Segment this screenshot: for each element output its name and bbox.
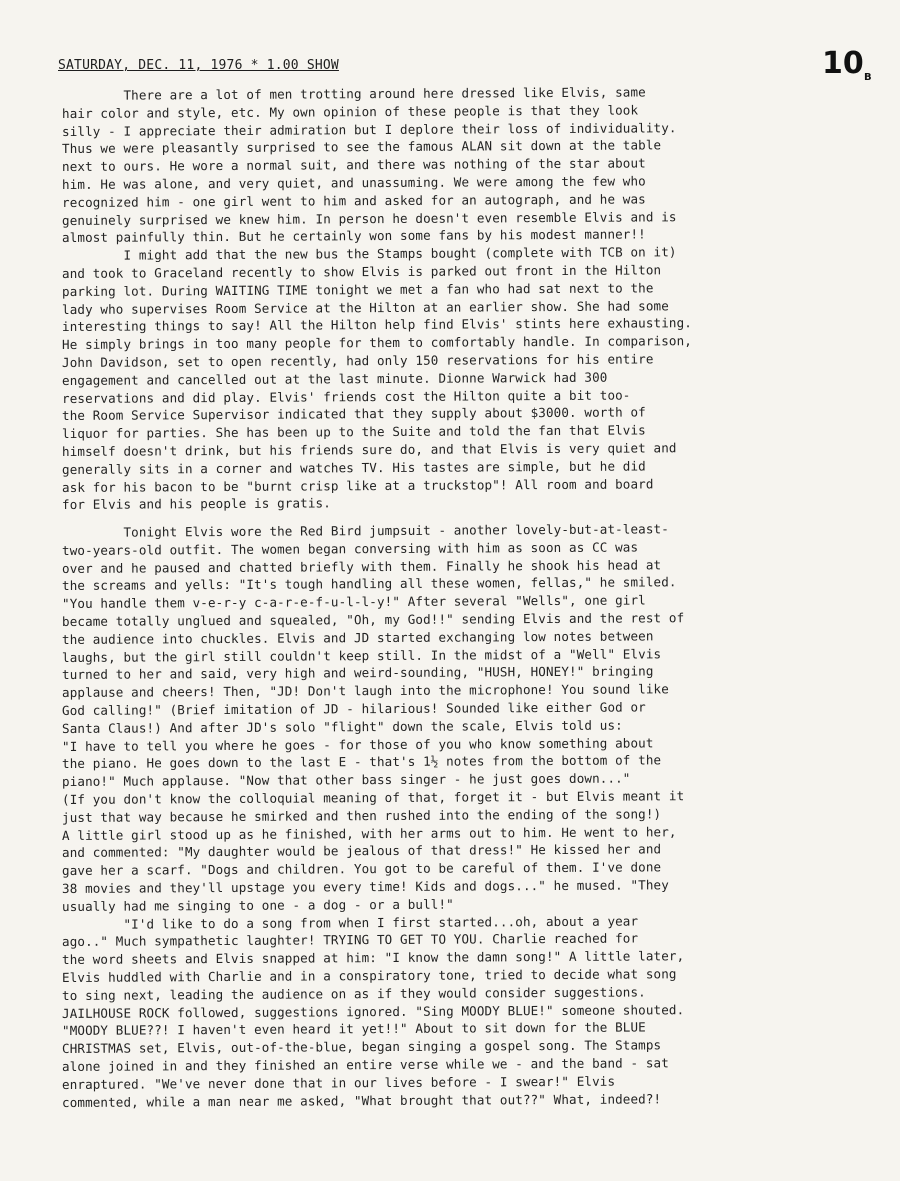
text-line: lady who supervises Room Service at the Hilton at an earlier show. She had some xyxy=(61,297,669,317)
text-line: the screams and yells: "It's tough handling all these women, fellas," he smiled. xyxy=(61,574,677,594)
text-line: the audience into chuckles. Elvis and JD started exchanging low notes between xyxy=(61,628,654,647)
text-line: almost painfully thin. But he certainly won some fans by his modest manner!! xyxy=(61,226,646,246)
text-line: applause and cheers! Then, "JD! Don't laugh into the microphone! You sound like xyxy=(61,681,669,701)
text-line: laughs, but the girl still couldn't keep still. In the midst of a "Well" Elvis xyxy=(61,645,662,665)
text-line: usually had me singing to one - a dog - or a bull!" xyxy=(61,896,454,914)
text-line: generally sits in a corner and watches TV. His tastes are simple, but he did xyxy=(61,458,646,477)
text-line: Thus we were pleasantly surprised to see the famous ALAN sit down at the table xyxy=(61,137,662,157)
text-line: (If you don't know the colloquial meaning of that, forget it - but Elvis meant it xyxy=(61,788,685,807)
text-line: A little girl stood up as he finished, with her arms out to him. He went to her, xyxy=(61,823,677,843)
text-line: "I'd like to do a song from when I first started...oh, about a year xyxy=(61,913,639,932)
text-line: the piano. He goes down to the last E - that's 1½ notes from the bottom of the xyxy=(61,752,662,772)
text-line: I might add that the new bus the Stamps bought (complete with TCB on it) xyxy=(61,244,677,264)
text-line: next to ours. He wore a normal suit, and there was nothing of the star about xyxy=(61,155,646,175)
text-line: over and he paused and chatted briefly with them. Finally he shook his head at xyxy=(61,556,662,576)
date-header: SATURDAY, DEC. 11, 1976 * 1.00 SHOW xyxy=(58,58,339,73)
text-line: genuinely surprised we knew him. In person he doesn't even resemble Elvis and is xyxy=(61,208,677,228)
text-line: and took to Graceland recently to show Elvis is parked out front in the Hilton xyxy=(61,262,662,281)
text-line: two-years-old outfit. The women began conversing with him as soon as CC was xyxy=(61,539,639,558)
text-line: to sing next, leading the audience on as if they would consider suggestions. xyxy=(61,984,646,1003)
text-line: John Davidson, set to open recently, had only 150 reservations for his entire xyxy=(61,351,654,370)
text-line: "I have to tell you where he goes - for those of you who know something about xyxy=(61,734,654,754)
text-line: ago.." Much sympathetic laughter! TRYING TO GET TO YOU. Charlie reached for xyxy=(61,930,639,950)
text-line: liquor for parties. She has been up to the Suite and told the fan that Elvis xyxy=(61,422,646,442)
text-line: ask for his bacon to be "burnt crisp like at a truckstop"! All room and board xyxy=(61,475,654,495)
text-line: silly - I appreciate their admiration but I deplore their loss of individuality. xyxy=(61,119,677,139)
text-line: Tonight Elvis wore the Red Bird jumpsuit - another lovely-but-at-least- xyxy=(61,521,669,540)
text-line: just that way because he smirked and then rushed into the ending of the song!) xyxy=(61,806,662,825)
text-line: interesting things to say! All the Hilton help find Elvis' stints here exhausting. xyxy=(61,315,692,335)
text-line: commented, while a man near me asked, "What brought that out??" What, indeed?! xyxy=(61,1090,662,1110)
text-line: parking lot. During WAITING TIME tonight we met a fan who had sat next to the xyxy=(61,280,654,299)
text-line: and commented: "My daughter would be jealous of that dress!" He kissed her and xyxy=(61,841,662,861)
text-line: gave her a scarf. "Dogs and children. You got to be careful of them. I've done xyxy=(61,859,662,879)
text-line: turned to her and said, very high and weird-sounding, "HUSH, HONEY!" bringing xyxy=(61,663,654,683)
text-line: alone joined in and they finished an entire verse while we - and the band - sat xyxy=(61,1055,669,1074)
text-line: CHRISTMAS set, Elvis, out-of-the-blue, began singing a gospel song. The Stamps xyxy=(61,1037,662,1057)
text-line: him. He was alone, and very quiet, and unassuming. We were among the few who xyxy=(61,173,646,192)
text-line: himself doesn't drink, but his friends sure do, and that Elvis is very quiet and xyxy=(61,440,677,459)
text-line: recognized him - one girl went to him and asked for an autograph, and he was xyxy=(61,191,646,210)
page-suffix: B xyxy=(864,72,872,83)
text-line: He simply brings in too many people for them to comfortably handle. In comparison, xyxy=(61,333,692,353)
text-line: piano!" Much applause. "Now that other bass singer - he just goes down..." xyxy=(61,770,631,790)
text-line: JAILHOUSE ROCK followed, suggestions ignored. "Sing MOODY BLUE!" someone shouted. xyxy=(61,1001,685,1021)
text-line: "MOODY BLUE??! I haven't even heard it yet!!" About to sit down for the BLUE xyxy=(61,1019,646,1039)
text-line: the word sheets and Elvis snapped at him: "I know the damn song!" A little later, xyxy=(61,948,685,968)
page-number: 10 xyxy=(822,46,864,81)
text-line: engagement and cancelled out at the last minute. Dionne Warwick had 300 xyxy=(61,369,608,388)
text-line: hair color and style, etc. My own opinion of these people is that they look xyxy=(61,102,639,121)
text-line: 38 movies and they'll upstage you every time! Kids and dogs..." he mused. "They xyxy=(61,877,669,896)
text-line: "You handle them v-e-r-y c-a-r-e-f-u-l-l-y!" After several "Wells", one girl xyxy=(61,592,646,612)
text-line: the Room Service Supervisor indicated that they supply about $3000. worth of xyxy=(61,404,646,424)
text-line: There are a lot of men trotting around here dressed like Elvis, same xyxy=(61,84,646,103)
text-line: enraptured. "We've never done that in our lives before - I swear!" Elvis xyxy=(61,1073,616,1092)
text-line: for Elvis and his people is gratis. xyxy=(61,495,331,513)
text-line: Elvis huddled with Charlie and in a conspiratory tone, tried to decide what song xyxy=(61,966,677,985)
text-line: reservations and did play. Elvis' friends cost the Hilton quite a bit too- xyxy=(61,387,631,406)
text-line: God calling!" (Brief imitation of JD - hilarious! Sounded like either God or xyxy=(61,699,646,718)
text-line: became totally unglued and squealed, "Oh, my God!!" sending Elvis and the rest of xyxy=(61,610,685,629)
text-line: Santa Claus!) And after JD's solo "flight" down the scale, Elvis told us: xyxy=(61,717,623,736)
